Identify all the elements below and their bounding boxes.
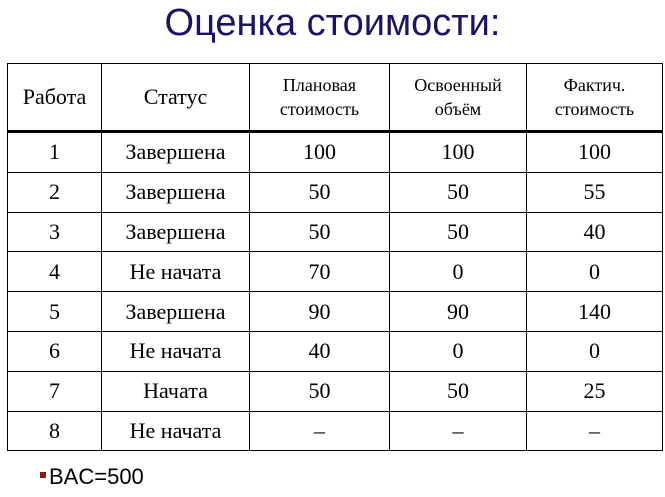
- cell-earned: 50: [390, 371, 527, 411]
- table-header-row: [8, 64, 663, 132]
- header-planned-cost: Плановая стоимость: [250, 64, 390, 132]
- cell-work: 7: [8, 371, 102, 411]
- header-actual-cost: Фактич. стоимость: [527, 64, 663, 132]
- cell-work: 8: [8, 411, 102, 451]
- cell-work: 4: [8, 252, 102, 292]
- cell-earned: 90: [390, 292, 527, 332]
- cell-planned: 50: [250, 212, 390, 252]
- cell-earned: 50: [390, 212, 527, 252]
- header-work: Работа: [8, 64, 102, 132]
- cell-status: Завершена: [102, 132, 250, 173]
- table-row: [8, 132, 663, 173]
- cell-work: 5: [8, 292, 102, 332]
- header-earned-value: Освоенный объём: [390, 64, 527, 132]
- bac-note: [40, 464, 144, 490]
- cell-actual: 100: [527, 132, 663, 173]
- table-row: [8, 292, 663, 332]
- cell-actual: 25: [527, 371, 663, 411]
- cell-status: Не начата: [102, 252, 250, 292]
- cell-planned: 70: [250, 252, 390, 292]
- table-row: [8, 172, 663, 212]
- cell-work: 1: [8, 132, 102, 173]
- cell-planned: 50: [250, 371, 390, 411]
- cell-planned: 50: [250, 172, 390, 212]
- cell-work: 3: [8, 212, 102, 252]
- cell-status: Не начата: [102, 411, 250, 451]
- cell-actual: 140: [527, 292, 663, 332]
- cost-table: [7, 63, 663, 451]
- cell-status: Не начата: [102, 331, 250, 371]
- cell-earned: 0: [390, 331, 527, 371]
- cell-actual: –: [527, 411, 663, 451]
- cell-status: Завершена: [102, 292, 250, 332]
- cell-earned: 50: [390, 172, 527, 212]
- cell-status: Завершена: [102, 212, 250, 252]
- cell-work: 2: [8, 172, 102, 212]
- table-row: [8, 212, 663, 252]
- cell-earned: 100: [390, 132, 527, 173]
- cell-earned: 0: [390, 252, 527, 292]
- cell-planned: 90: [250, 292, 390, 332]
- bac-text: BAC=500: [49, 464, 144, 489]
- page-title: Оценка стоимости:: [164, 2, 501, 44]
- cell-planned: 40: [250, 331, 390, 371]
- cell-earned: –: [390, 411, 527, 451]
- cell-status: Начата: [102, 371, 250, 411]
- cell-actual: 0: [527, 331, 663, 371]
- table-row: [8, 371, 663, 411]
- cell-planned: 100: [250, 132, 390, 173]
- table-row: [8, 252, 663, 292]
- cell-actual: 40: [527, 212, 663, 252]
- cell-work: 6: [8, 331, 102, 371]
- header-status: Статус: [102, 64, 250, 132]
- square-bullet-icon: [40, 472, 46, 478]
- cell-planned: –: [250, 411, 390, 451]
- cell-status: Завершена: [102, 172, 250, 212]
- table-row: [8, 331, 663, 371]
- table-row: [8, 411, 663, 451]
- cell-actual: 55: [527, 172, 663, 212]
- cell-actual: 0: [527, 252, 663, 292]
